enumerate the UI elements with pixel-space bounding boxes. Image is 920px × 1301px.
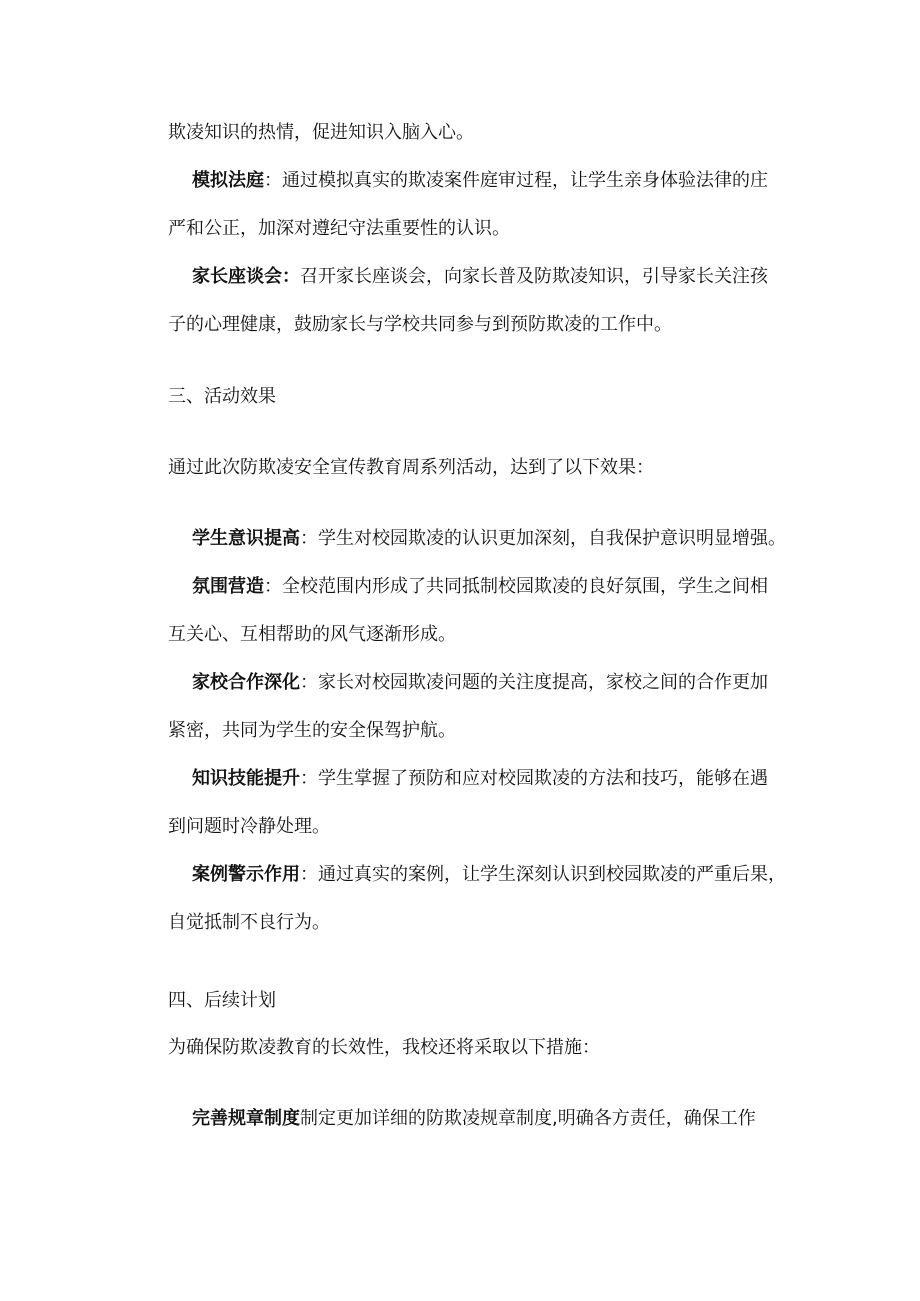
paragraph-line: 自觉抵制不良行为。 xyxy=(168,912,330,933)
paragraph-line: 案例警示作用：通过真实的案例，让学生深刻认识到校园欺凌的严重后果， xyxy=(192,864,786,885)
section-heading: 三、活动效果 xyxy=(168,386,276,407)
paragraph-line: 学生意识提高：学生对校园欺凌的认识更加深刻，自我保护意识明显增强。 xyxy=(192,528,786,549)
paragraph-line: 通过此次防欺凌安全宣传教育周系列活动，达到了以下效果： xyxy=(168,457,654,478)
paragraph-line: 紧密，共同为学生的安全保驾护航。 xyxy=(168,720,456,741)
paragraph-line: 家长座谈会：召开家长座谈会，向家长普及防欺凌知识，引导家长关注孩 xyxy=(192,266,768,287)
item-label: 氛围营造 xyxy=(192,576,264,597)
paragraph-line: 家校合作深化：家长对校园欺凌问题的关注度提高，家校之间的合作更加 xyxy=(192,672,768,693)
paragraph-line: 完善规章制度制定更加详细的防欺凌规章制度,明确各方责任，确保工作 xyxy=(192,1108,756,1129)
paragraph-line: 到问题时冷静处理。 xyxy=(168,816,330,837)
paragraph-line: 模拟法庭：通过模拟真实的欺凌案件庭审过程，让学生亲身体验法律的庄 xyxy=(192,170,768,191)
item-label: 知识技能提升 xyxy=(192,768,300,789)
paragraph-line: 知识技能提升：学生掌握了预防和应对校园欺凌的方法和技巧，能够在遇 xyxy=(192,768,768,789)
item-label: 完善规章制度 xyxy=(192,1108,300,1129)
paragraph-line: 互关心、互相帮助的风气逐渐形成。 xyxy=(168,624,456,645)
paragraph-line: 子的心理健康，鼓励家长与学校共同参与到预防欺凌的工作中。 xyxy=(168,314,672,335)
item-label: 案例警示作用 xyxy=(192,864,300,885)
item-label: 学生意识提高 xyxy=(192,528,300,549)
paragraph-line: 为确保防欺凌教育的长效性，我校还将采取以下措施： xyxy=(168,1037,600,1058)
paragraph-line: 严和公正，加深对遵纪守法重要性的认识。 xyxy=(168,218,510,239)
item-label: 家校合作深化 xyxy=(192,672,300,693)
item-label: 模拟法庭 xyxy=(192,170,264,191)
paragraph-line: 氛围营造：全校范围内形成了共同抵制校园欺凌的良好氛围，学生之间相 xyxy=(192,576,768,597)
paragraph-line: 欺凌知识的热情，促进知识入脑入心。 xyxy=(168,122,474,143)
item-label: 家长座谈会： xyxy=(192,266,300,287)
section-heading: 四、后续计划 xyxy=(168,990,276,1011)
